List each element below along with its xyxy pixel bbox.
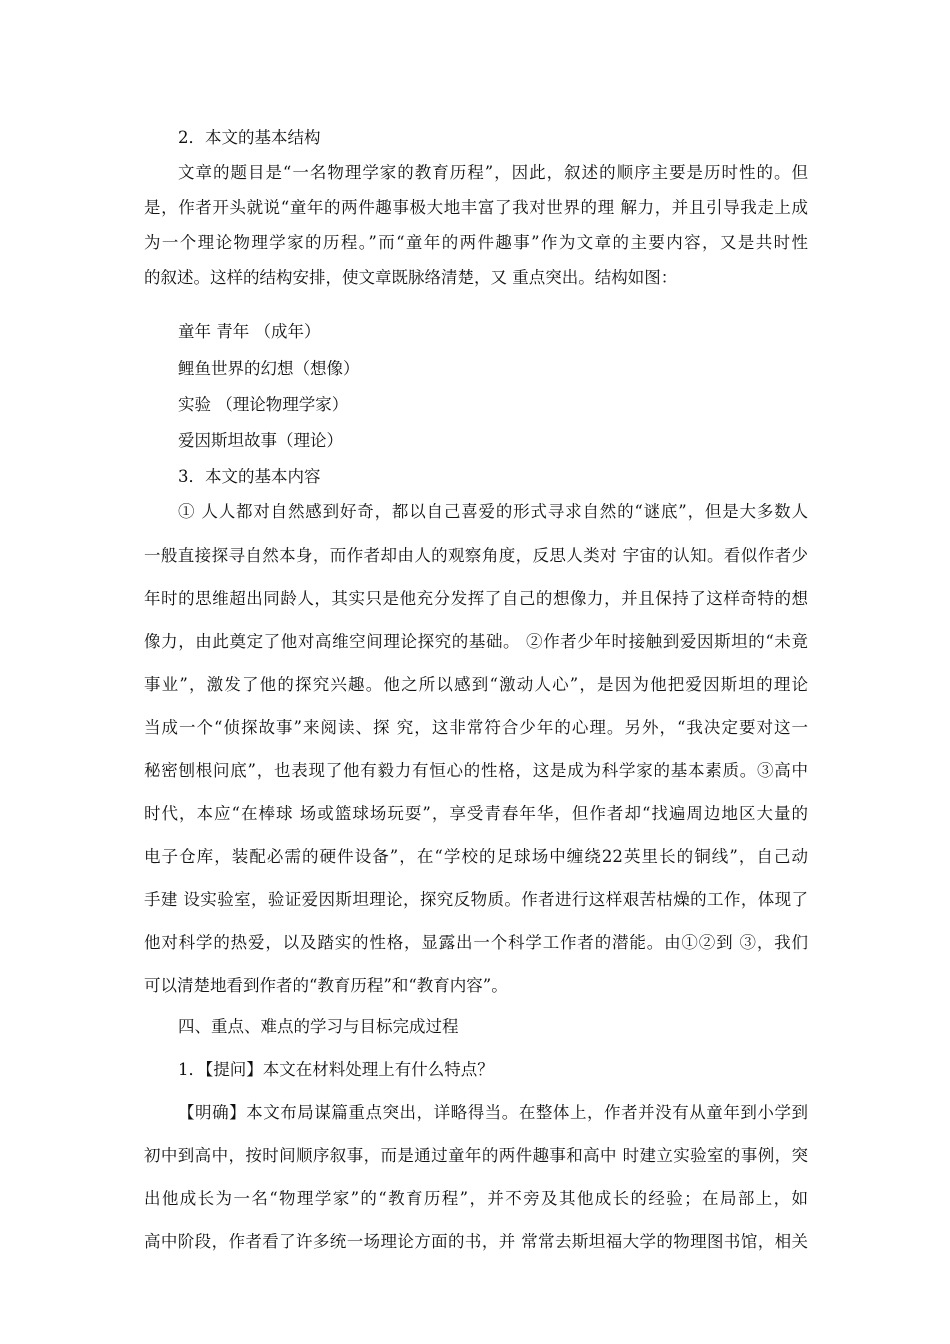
paragraph-line: 手建 设实验室，验证爱因斯坦理论，探究反物质。作者进行这样艰苦枯燥的工作，体现了 [144,890,808,909]
paragraph-line: 当成一个“侦探故事”来阅读、探 究，这非常符合少年的心理。另外，“我决定要对这一 [144,718,808,737]
paragraph-line: 是，作者开头就说“童年的两件趣事极大地丰富了我对世界的理 解力，并且引导我走上成 [144,198,808,217]
paragraph-line: 秘密刨根问底”，也表现了他有毅力有恒心的性格，这是成为科学家的基本素质。③高中 [144,761,808,780]
paragraph-line: 电子仓库，装配必需的硬件设备”，在“学校的足球场中缠绕22英里长的铜线”，自己动 [144,847,808,866]
paragraph-line: 一般直接探寻自然本身，而作者却由人的观察角度，反思人类对 宇宙的认知。看似作者少 [144,546,808,565]
paragraph-line: 事业”，激发了他的探究兴趣。他之所以感到“激动人心”，是因为他把爱因斯坦的理论 [144,675,808,694]
paragraph-line: 他对科学的热爱，以及踏实的性格，显露出一个科学工作者的潜能。由①②到 ③，我们 [144,933,808,952]
paragraph-line: 年时的思维超出同龄人，其实只是他充分发挥了自己的想像力，并且保持了这样奇特的想 [144,589,808,608]
paragraph-line: 可以清楚地看到作者的“教育历程”和“教育内容”。 [144,976,508,995]
paragraph-line: 【明确】本文布局谋篇重点突出，详略得当。在整体上，作者并没有从童年到小学到 [178,1103,808,1122]
heading-structure: 2．本文的基本结构 [178,128,321,147]
paragraph-line: 高中阶段，作者看了许多统一场理论方面的书，并 常常去斯坦福大学的物理图书馆，相关 [144,1232,808,1251]
paragraph-line: ① 人人都对自然感到好奇，都以自己喜爱的形式寻求自然的“谜底”，但是大多数人 [178,502,808,521]
paragraph-line: 出他成长为一名“物理学家”的“教育历程”，并不旁及其他成长的经验；在局部上，如 [144,1189,808,1208]
structure-item: 鲤鱼世界的幻想（想像） [178,359,360,378]
paragraph-line: 初中到高中，按时间顺序叙事，而是通过童年的两件趣事和高中 时建立实验室的事例，突 [144,1146,808,1165]
paragraph-line: 为一个理论物理学家的历程。”而“童年的两件趣事”作为文章的主要内容，又是共时性 [144,233,808,252]
structure-item: 童年 青年 （成年） [178,322,321,341]
paragraph-line: 时代，本应“在棒球 场或篮球场玩耍”，享受青春年华，但作者却“找遍周边地区大量的 [144,804,808,823]
structure-item: 实验 （理论物理学家） [178,395,349,414]
question-heading: 1．【提问】本文在材料处理上有什么特点？ [178,1060,494,1079]
paragraph-line: 文章的题目是“一名物理学家的教育历程”，因此，叙述的顺序主要是历时性的。但 [178,163,808,182]
heading-content: 3．本文的基本内容 [178,467,321,486]
paragraph-line: 像力，由此奠定了他对高维空间理论探究的基础。 ②作者少年时接触到爱因斯坦的“未竟 [144,632,808,651]
paragraph-line: 的叙述。这样的结构安排，使文章既脉络清楚，又 重点突出。结构如图： [144,268,678,287]
section-heading: 四、重点、难点的学习与目标完成过程 [178,1017,459,1036]
structure-item: 爱因斯坦故事（理论） [178,431,343,450]
